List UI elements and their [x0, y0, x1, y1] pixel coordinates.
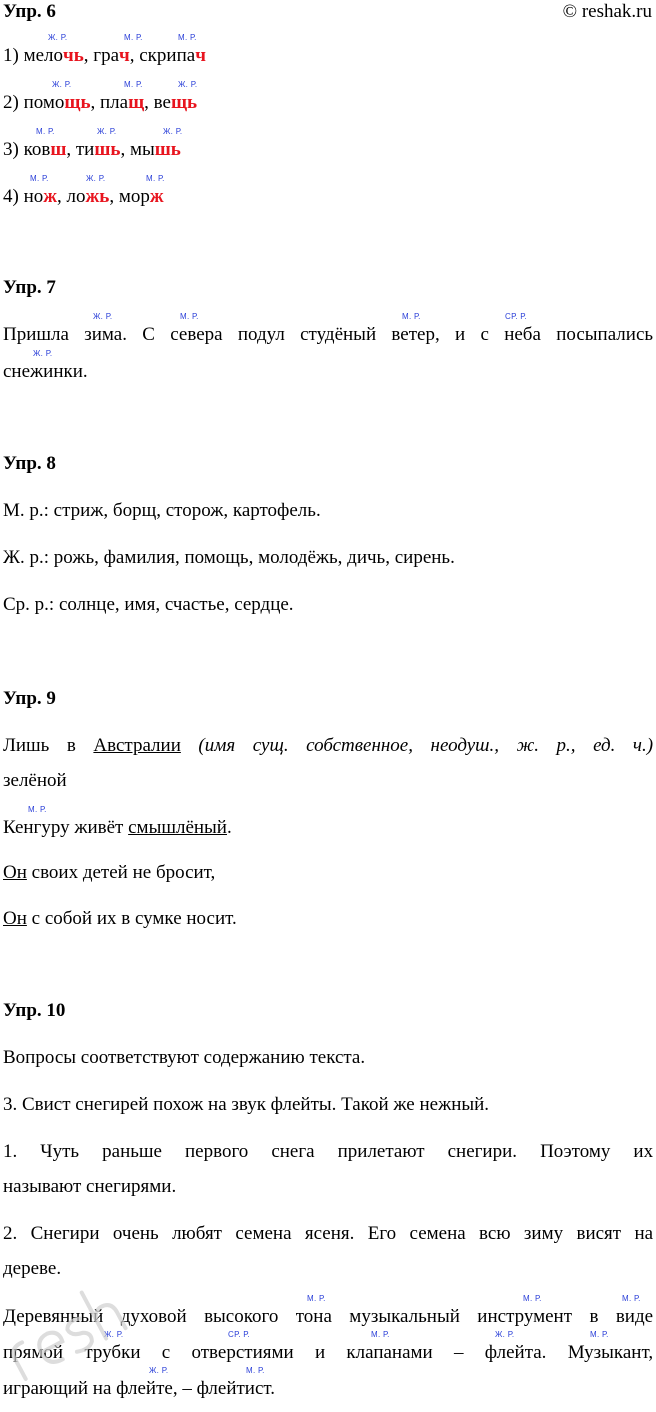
gender-tag: СР. Р.	[505, 312, 527, 321]
ex9-line-4: Он своих детей не бросит,	[3, 862, 216, 883]
gender-tag: СР. Р.	[228, 1330, 250, 1339]
gender-tag: Ж. Р.	[97, 127, 117, 136]
ex10-para-4-line-1: 2. Снегири очень любят семена ясеня. Его семена всю зиму висят на	[3, 1223, 654, 1244]
ex6-line-1: 1) мелочь, грач, скрипач	[3, 45, 206, 66]
ex10-para-1: Вопросы соответствуют содержанию текста.	[3, 1047, 366, 1068]
ex10-para-4-line-2: дереве.	[3, 1258, 62, 1279]
site-label[interactable]: © reshak.ru	[562, 1, 652, 22]
gender-tag: Ж. Р.	[495, 1330, 515, 1339]
ex10-para-3-line-1: 1. Чуть раньше первого снега прилетают снегири. Поэтому их	[3, 1141, 654, 1162]
ex7-line-1: Пришла зима. С севера подул студёный ветер, и с неба посыпались	[3, 324, 654, 345]
gender-tag: М. Р.	[371, 1330, 390, 1339]
gender-tag: М. Р.	[28, 805, 47, 814]
exercise-7-title: Упр. 7	[3, 277, 56, 298]
gender-tag: М. Р.	[622, 1294, 641, 1303]
gender-tag: Ж. Р.	[149, 1366, 169, 1375]
ex10-para-5-line-2: прямой трубки с отверстиями и клапанами – флейта. Музыкант,	[3, 1342, 654, 1363]
gender-tag: М. Р.	[246, 1366, 265, 1375]
ex6-line-2: 2) помощь, плащ, вещь	[3, 92, 198, 113]
ex10-para-5-line-1: Деревянный духовой высокого тона музыкальный инструмент в виде	[3, 1306, 654, 1327]
ex8-masculine: М. р.: стриж, борщ, сторож, картофель.	[3, 500, 321, 521]
gender-tag: Ж. Р.	[86, 174, 106, 183]
ex6-line-4: 4) нож, ложь, морж	[3, 186, 164, 207]
ex9-line-1: Лишь в Австралии (имя сущ. собственное, неодуш., ж. р., ед. ч.)	[3, 735, 654, 756]
ex10-para-2: 3. Свист снегирей похож на звук флейты. Такой же нежный.	[3, 1094, 490, 1115]
gender-tag: М. Р.	[36, 127, 55, 136]
gender-tag: М. Р.	[180, 312, 199, 321]
ex8-feminine: Ж. р.: рожь, фамилия, помощь, молодёжь, дичь, сирень.	[3, 547, 455, 568]
ex9-line-2: зелёной	[3, 770, 67, 791]
ex8-neuter: Ср. р.: солнце, имя, счастье, сердце.	[3, 594, 294, 615]
ex7-line-2: снежинки.	[3, 361, 88, 382]
gender-tag: М. Р.	[178, 33, 197, 42]
gender-tag: Ж. Р.	[52, 80, 72, 89]
gender-tag: М. Р.	[30, 174, 49, 183]
ex9-line-3: Кенгуру живёт смышлёный.	[3, 817, 232, 838]
gender-tag: М. Р.	[590, 1330, 609, 1339]
gender-tag: М. Р.	[146, 174, 165, 183]
ex6-line-3: 3) ковш, тишь, мышь	[3, 139, 181, 160]
gender-tag: Ж. Р.	[93, 312, 113, 321]
gender-tag: Ж. Р.	[163, 127, 183, 136]
gender-tag: М. Р.	[124, 33, 143, 42]
exercise-6-title: Упр. 6	[3, 1, 56, 22]
exercise-9-title: Упр. 9	[3, 688, 56, 709]
gender-tag: М. Р.	[523, 1294, 542, 1303]
gender-tag: М. Р.	[402, 312, 421, 321]
gender-tag: Ж. Р.	[104, 1330, 124, 1339]
ex10-para-5-line-3: играющий на флейте, – флейтист.	[3, 1378, 276, 1399]
gender-tag: М. Р.	[307, 1294, 326, 1303]
gender-tag: Ж. Р.	[178, 80, 198, 89]
gender-tag: Ж. Р.	[48, 33, 68, 42]
exercise-10-title: Упр. 10	[3, 1000, 66, 1021]
exercise-8-title: Упр. 8	[3, 453, 56, 474]
ex9-line-5: Он с собой их в сумке носит.	[3, 908, 237, 929]
gender-tag: Ж. Р.	[33, 349, 53, 358]
ex10-para-3-line-2: называют снегирями.	[3, 1176, 177, 1197]
gender-tag: М. Р.	[124, 80, 143, 89]
